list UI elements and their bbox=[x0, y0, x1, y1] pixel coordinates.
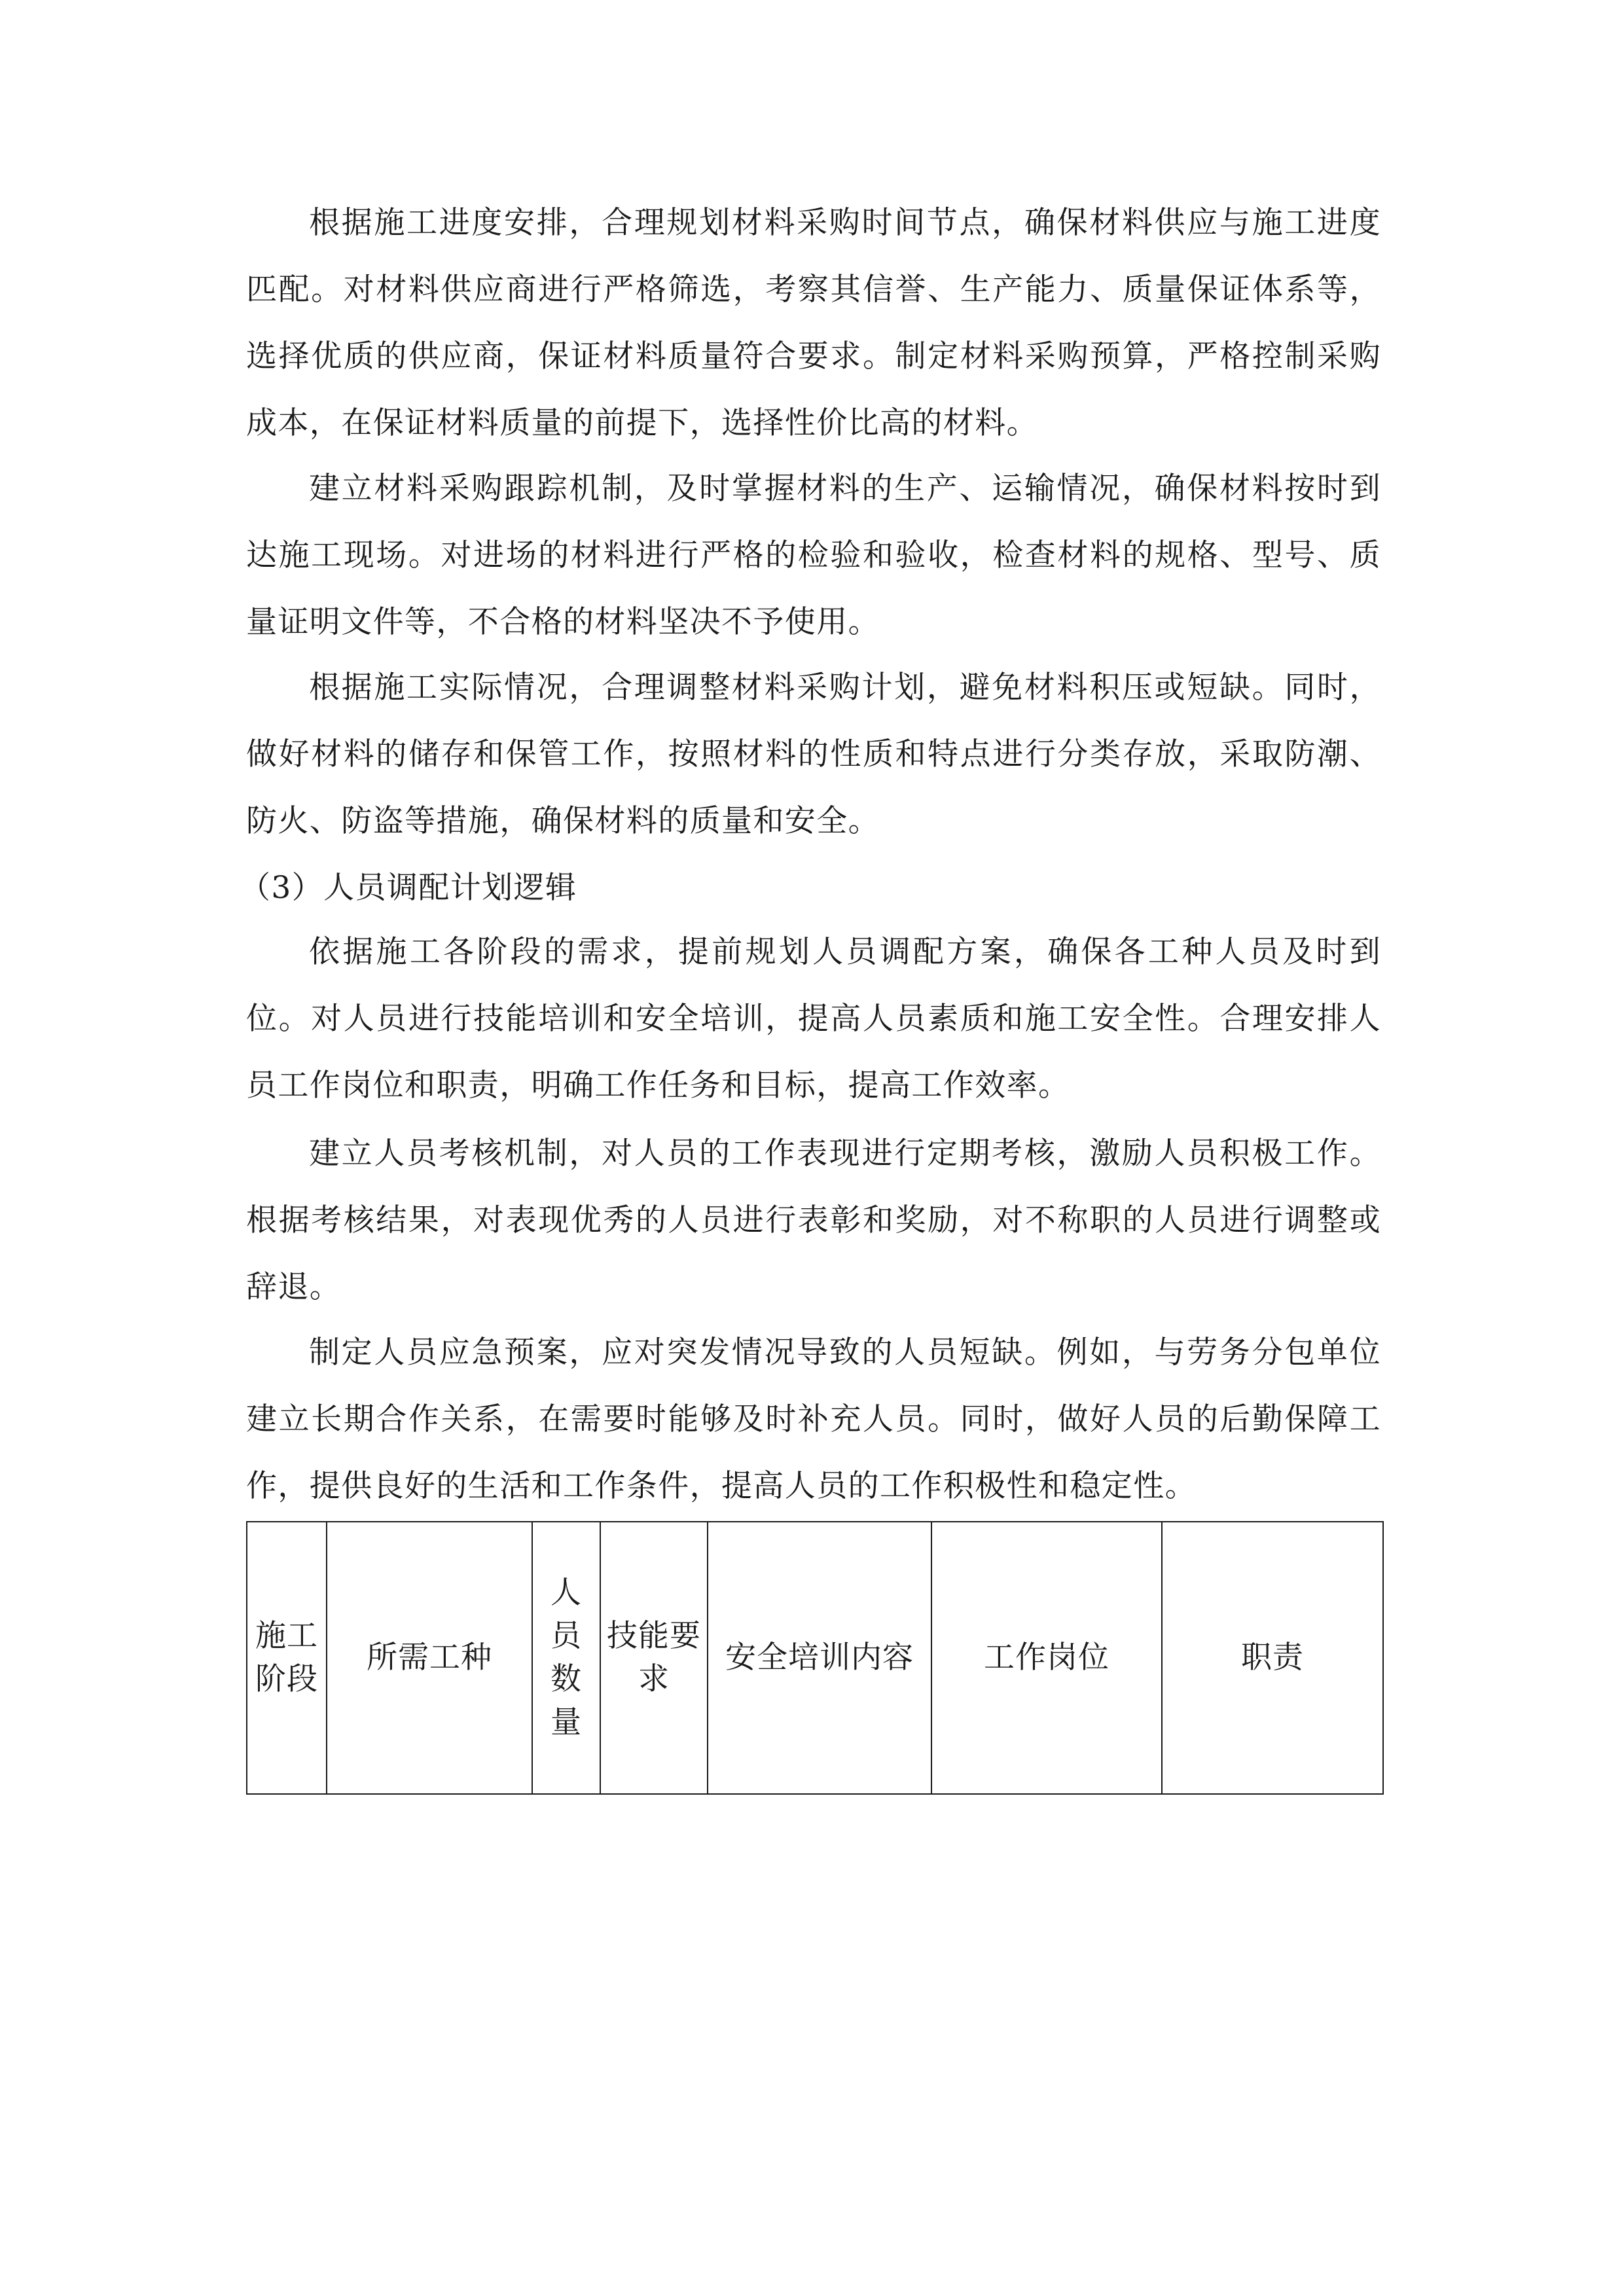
header-safety-training: 安全培训内容 bbox=[708, 1522, 931, 1794]
paragraph-staffing-assessment: 建立人员考核机制，对人员的工作表现进行定期考核，激励人员积极工作。根据考核结果，对表现优秀的人员进行表彰和奖励，对不称职的人员进行调整或辞退。 bbox=[246, 1136, 1381, 1305]
paragraph-staffing-emergency: 制定人员应急预案，应对突发情况导致的人员短缺。例如，与劳务分包单位建立长期合作关系，在需要时能够及时补充人员。同时，做好人员的后勤保障工作，提供良好的生活和工作条件，提高人员的工作积极性和稳定性。 bbox=[246, 1335, 1381, 1504]
header-required-trade: 所需工种 bbox=[327, 1522, 532, 1794]
paragraph-material-schedule: 根据施工进度安排，合理规划材料采购时间节点，确保材料供应与施工进度匹配。对材料供应商进行严格筛选，考察其信誉、生产能力、质量保证体系等，选择优质的供应商，保证材料质量符合要求。制定材料采购预算，严格控制采购成本，在保证材料质量的前提下，选择性价比高的材料。 bbox=[246, 205, 1381, 441]
paragraph-material-tracking: 建立材料采购跟踪机制，及时掌握材料的生产、运输情况，确保材料按时到达施工现场。对进场的材料进行严格的检验和验收，检查材料的规格、型号、质量证明文件等，不合格的材料坚决不予使用。 bbox=[246, 471, 1381, 640]
paragraph-material-adjustment: 根据施工实际情况，合理调整材料采购计划，避免材料积压或短缺。同时，做好材料的储存和保管工作，按照材料的性质和特点进行分类存放，采取防潮、防火、防盗等措施，确保材料的质量和安全。 bbox=[246, 670, 1381, 839]
header-construction-stage: 施工阶段 bbox=[247, 1522, 327, 1794]
header-skill-requirements: 技能要求 bbox=[600, 1522, 708, 1794]
staffing-table bbox=[246, 1521, 1384, 1795]
section-heading-staffing: （3）人员调配计划逻辑 bbox=[240, 870, 577, 906]
table-header-row bbox=[247, 1522, 1383, 1794]
header-work-post: 工作岗位 bbox=[931, 1522, 1162, 1794]
paragraph-staffing-plan: 依据施工各阶段的需求，提前规划人员调配方案，确保各工种人员及时到位。对人员进行技能培训和安全培训，提高人员素质和施工安全性。合理安排人员工作岗位和职责，明确工作任务和目标，提高工作效率。 bbox=[246, 934, 1381, 1103]
header-responsibilities: 职责 bbox=[1162, 1522, 1383, 1794]
header-staff-count: 人员数量 bbox=[532, 1522, 600, 1794]
